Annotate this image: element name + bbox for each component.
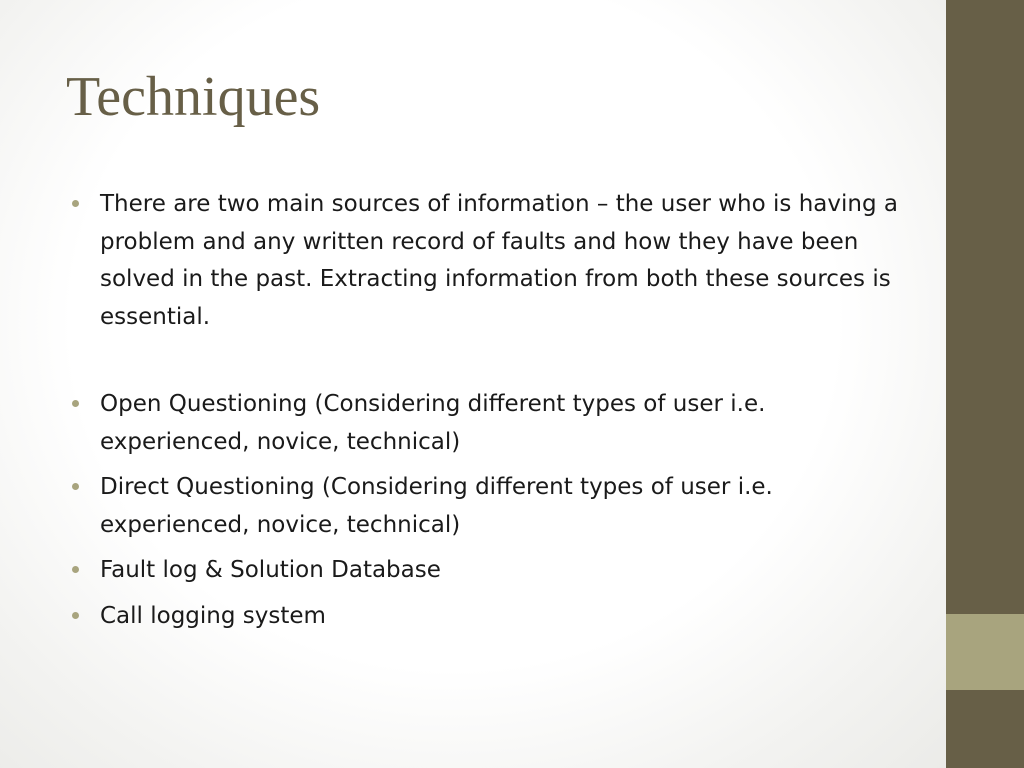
sidebar-accent-block	[946, 614, 1024, 690]
bullet-text: There are two main sources of information – the user who is having a problem and any written record of faults and how they have been solved in the past. Extracting information from both these sources is essential.	[100, 191, 898, 330]
bullet-text: Direct Questioning (Considering different types of user i.e. experienced, novice, technical)	[100, 474, 773, 538]
bullet-item	[72, 469, 902, 544]
bullet-list	[72, 186, 902, 643]
bullet-marker-icon	[72, 566, 79, 573]
slide-title: Techniques	[66, 66, 321, 128]
bullet-item	[72, 386, 902, 461]
bullet-item	[72, 552, 902, 590]
bullet-marker-icon	[72, 483, 79, 490]
bullet-item	[72, 598, 902, 636]
bullet-marker-icon	[72, 400, 79, 407]
bullet-text: Call logging system	[100, 602, 326, 629]
decorative-sidebar	[946, 0, 1024, 768]
bullet-item	[72, 186, 902, 336]
bullet-marker-icon	[72, 612, 79, 619]
bullet-text: Fault log & Solution Database	[100, 557, 441, 583]
bullet-text: Open Questioning (Considering different types of user i.e. experienced, novice, technical)	[100, 391, 766, 455]
bullet-marker-icon	[72, 200, 79, 207]
